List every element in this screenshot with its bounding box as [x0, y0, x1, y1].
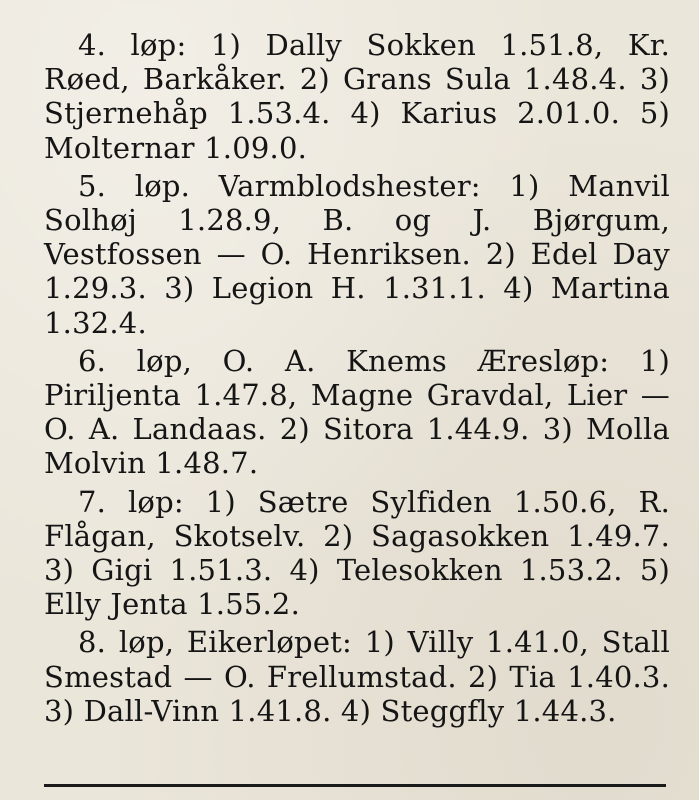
race-8-result: 8. løp, Eikerløpet: 1) Villy 1.41.0, Stall Smestad — O. Frellumstad. 2) Tia 1.40.3. 3) Dall-Vinn 1.41.8. 4) Steggfly 1.44.3.: [44, 625, 670, 728]
race-4-result: 4. løp: 1) Dally Sokken 1.51.8, Kr. Røed, Barkåker. 2) Grans Sula 1.48.4. 3) Stjernehåp 1.53.4. 4) Karius 2.01.0. 5) Molternar 1.09.0.: [44, 28, 670, 165]
race-5-result: 5. løp. Varmblodshester: 1) Manvil Solhøj 1.28.9, B. og J. Bjørgum, Vestfossen — O. Henriksen. 2) Edel Day 1.29.3. 3) Legion H. 1.31.1. 4) Martina 1.32.4.: [44, 168, 670, 340]
race-6-result: 6. løp, O. A. Knems Æresløp: 1) Piriljenta 1.47.8, Magne Gravdal, Lier — O. A. Landaas. 2) Sitora 1.44.9. 3) Molla Molvin 1.48.7.: [44, 343, 670, 481]
race-7-result: 7. løp: 1) Sætre Sylfiden 1.50.6, R. Flågan, Skotselv. 2) Sagasokken 1.49.7. 3) Gigi 1.51.3. 4) Telesokken 1.53.2. 5) Elly Jenta 1.55.2.: [44, 484, 670, 622]
column-end-rule: [44, 784, 666, 787]
race-results-column: [44, 28, 670, 732]
